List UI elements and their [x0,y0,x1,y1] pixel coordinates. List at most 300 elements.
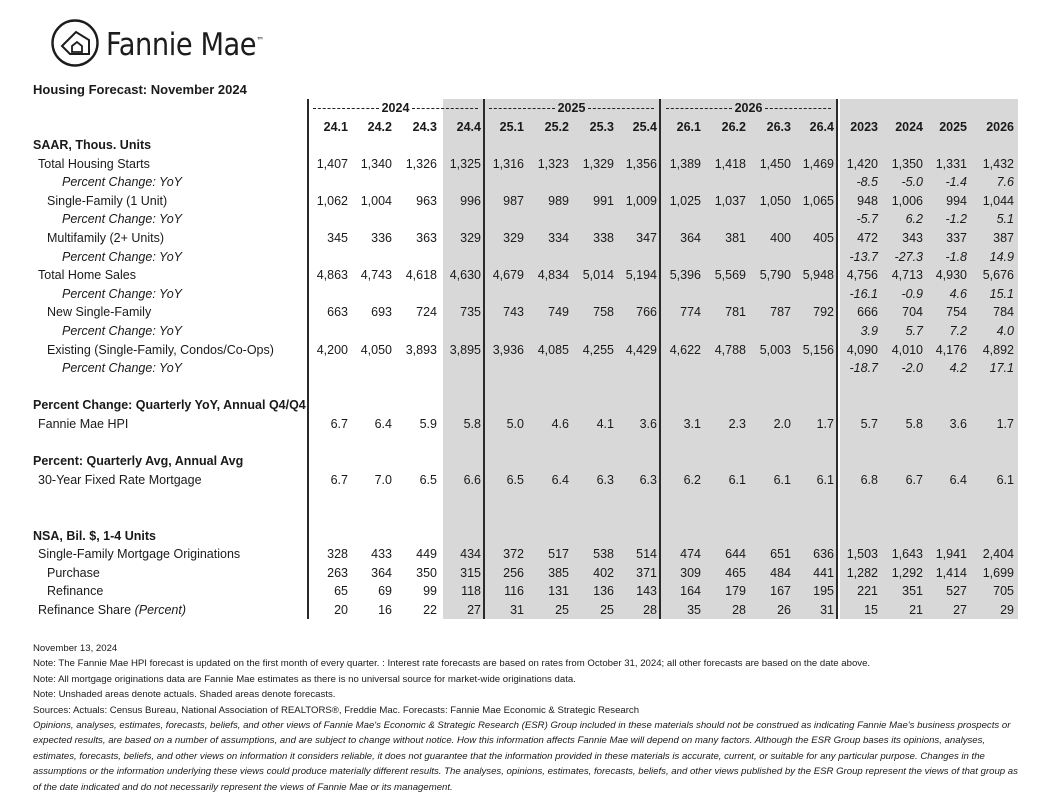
data-row [0,415,1057,434]
quarter-value: 69 [378,584,392,599]
annual-value: 17.1 [989,361,1014,376]
quarter-value: 433 [371,547,392,562]
annual-value: 29 [1000,603,1014,617]
quarter-value: 99 [423,584,437,599]
row-label [38,155,150,174]
annual-value: 994 [946,193,967,208]
quarter-value: 484 [770,565,791,580]
note-line: Note: Unshaded areas denote actuals. Shaded areas denote forecasts. [33,689,336,701]
quarter-value: 5,156 [802,342,834,357]
quarter-header: 25.1 [499,120,524,134]
annual-value: -18.7 [849,361,878,376]
data-row [0,471,1057,490]
quarter-value: 5.0 [506,417,524,431]
row-label [38,471,202,490]
quarter-value: 328 [327,547,348,562]
annual-value: 4,176 [935,342,967,357]
annual-value: 6.7 [905,472,923,487]
annual-value: 351 [902,584,923,599]
quarter-value: 1,450 [759,156,791,171]
data-row [0,582,1057,601]
quarter-value: 6.5 [419,472,437,487]
annual-value: 705 [993,584,1014,599]
annual-value: 4,713 [891,268,923,283]
quarter-value: 1,469 [802,156,834,171]
quarter-value: 4,788 [714,342,746,357]
annual-value: 6.1 [996,472,1014,487]
annual-value: 704 [902,305,923,320]
quarter-value: 1,323 [537,156,569,171]
annual-value: 784 [993,305,1014,320]
quarter-value: 1,009 [625,193,657,208]
quarter-value: 28 [643,603,657,617]
quarter-value: 4.6 [551,417,569,431]
percent-change-row [0,322,1057,341]
quarter-value: 1,050 [759,193,791,208]
quarter-value: 402 [593,565,614,580]
quarter-value: 6.1 [773,472,791,487]
annual-value: 6.2 [905,212,923,227]
year-group-header [486,100,657,116]
quarter-value: 5,194 [625,268,657,283]
annual-value: 1,420 [846,156,878,171]
quarter-value: 514 [636,547,657,562]
quarter-value: 1,340 [360,156,392,171]
quarter-value: 1,407 [316,156,348,171]
annual-value: -16.1 [849,286,878,301]
annual-value: 21 [909,603,923,617]
annual-header: 2026 [986,120,1014,134]
data-row [0,266,1057,285]
annual-value: 1,044 [982,193,1014,208]
notes-date: November 13, 2024 [33,643,118,654]
annual-value: 666 [857,305,878,320]
annual-value: 5.1 [996,212,1014,227]
quarter-value: 441 [813,565,834,580]
row-label-text: Total Home Sales [38,268,136,283]
row-label [62,210,182,229]
quarter-value: 3,893 [405,342,437,357]
quarter-value: 334 [548,231,569,245]
quarter-value: 338 [593,231,614,245]
quarter-value: 1.7 [816,417,834,431]
quarter-value: 4,679 [492,268,524,283]
quarter-value: 6.5 [506,472,524,487]
row-label-text: Multifamily (2+ Units) [47,231,165,245]
quarter-value: 538 [593,547,614,562]
quarter-value: 6.7 [330,472,348,487]
row-label [33,136,151,155]
trademark-symbol: ™ [256,36,264,47]
quarter-value: 1,356 [625,156,657,171]
annual-value: 1,331 [935,156,967,171]
annual-value: 7.6 [996,175,1014,190]
percent-change-row [0,210,1057,229]
annual-value: 4,930 [935,268,967,283]
quarter-value: 65 [334,584,348,599]
annual-header: 2023 [850,120,878,134]
annual-value: 5.8 [905,417,923,431]
quarter-value: 4,050 [360,342,392,357]
quarter-value: 6.1 [816,472,834,487]
row-label-text: New Single-Family [47,305,152,320]
quarter-value: 989 [548,193,569,208]
annual-value: 343 [902,231,923,245]
quarter-value: 5.8 [463,417,481,431]
annual-value: 1.7 [996,417,1014,431]
quarter-value: 4,863 [316,268,348,283]
quarter-header: 26.2 [721,120,746,134]
quarter-value: 25 [555,603,569,617]
house-emblem-icon [50,18,100,68]
row-label-text: Single-Family (1 Unit) [47,193,168,208]
annual-value: -1.8 [945,249,967,264]
quarter-value: 136 [593,584,614,599]
quarter-header: 25.4 [632,120,657,134]
quarter-value: 6.6 [463,472,481,487]
quarter-value: 20 [334,603,348,617]
annual-value: -1.4 [945,175,967,190]
annual-value: 221 [857,584,878,599]
quarter-value: 4,743 [360,268,392,283]
quarter-value: 434 [460,547,481,562]
quarter-value: 5,014 [582,268,614,283]
quarter-header: 24.1 [323,120,348,134]
row-label-text: Single-Family Mortgage Originations [38,547,241,562]
notes-section [33,641,1023,795]
quarter-value: 517 [548,547,569,562]
annual-value: 4.0 [996,324,1014,338]
quarter-value: 5,948 [802,268,834,283]
annual-value: 527 [946,584,967,599]
quarter-value: 4,255 [582,342,614,357]
quarter-value: 35 [687,603,701,617]
annual-value: 4,756 [846,268,878,283]
row-label-text: Percent Change: YoY [62,249,182,264]
quarter-value: 749 [548,305,569,320]
annual-value: 948 [857,193,878,208]
row-label [47,229,164,248]
quarter-value: 5.9 [419,417,437,431]
row-label-text: Total Housing Starts [38,156,150,171]
quarter-value: 256 [503,565,524,580]
annual-value: -5.0 [901,175,923,190]
quarter-value: 116 [504,584,524,599]
annual-value: 14.9 [989,249,1014,264]
quarter-value: 1,326 [405,156,437,171]
quarter-value: 309 [680,565,701,580]
quarter-value: 381 [725,231,746,245]
year-group-header [310,100,481,116]
annual-value: -8.5 [856,175,878,190]
quarter-value: 4,200 [316,342,348,357]
annual-value: 4,090 [846,342,878,357]
quarter-value: 787 [770,305,791,320]
quarter-value: 3,895 [449,342,481,357]
quarter-value: 5,396 [669,268,701,283]
quarter-value: 636 [813,547,834,562]
data-row [0,229,1057,248]
row-label-text: Refinance Share [38,603,132,617]
annual-value: -13.7 [849,249,878,264]
quarter-value: 743 [503,305,524,320]
quarter-value: 363 [416,231,437,245]
quarter-value: 347 [636,231,657,245]
row-label [62,248,182,267]
row-label-text: Percent Change: YoY [62,212,182,227]
annual-value: 3.6 [949,417,967,431]
quarter-value: 449 [416,547,437,562]
annual-value: 387 [993,231,1014,245]
data-row [0,545,1057,564]
percent-change-row [0,285,1057,304]
quarter-value: 1,325 [449,156,481,171]
quarter-value: 179 [725,584,746,599]
year-group-label: 2024 [381,101,410,115]
quarter-value: 25 [600,603,614,617]
annual-value: 1,941 [935,547,967,562]
quarter-header: 24.4 [456,120,481,134]
year-group-label: 2026 [734,101,763,115]
quarter-value: 963 [416,193,437,208]
row-label [47,582,103,601]
year-group-header [663,100,834,116]
row-label [47,341,274,360]
quarter-value: 167 [770,584,791,599]
annual-value: 5.7 [905,324,923,338]
annual-value: 2,404 [982,547,1014,562]
quarter-header: 25.2 [544,120,569,134]
data-row [0,341,1057,360]
row-label-text: Existing (Single-Family, Condos/Co-Ops) [47,342,274,357]
quarter-value: 131 [548,584,569,599]
quarter-value: 315 [460,565,481,580]
annual-value: 5,676 [982,268,1014,283]
quarter-value: 3,936 [492,342,524,357]
quarter-value: 28 [732,603,746,617]
row-label-text: Purchase [47,565,100,580]
annual-value: 1,432 [982,156,1014,171]
data-row [0,564,1057,583]
quarter-value: 7.0 [374,472,392,487]
quarter-value: 781 [725,305,746,320]
quarter-value: 4,085 [537,342,569,357]
annual-value: 3.9 [860,324,878,338]
data-row [0,303,1057,322]
quarter-value: 4,429 [625,342,657,357]
quarter-header: 24.3 [412,120,437,134]
quarter-value: 31 [820,603,834,617]
row-label [62,322,182,341]
quarter-value: 1,065 [802,193,834,208]
row-label-text: Percent Change: YoY [62,361,182,376]
row-label [62,359,182,378]
annual-value: 337 [946,231,967,245]
row-label-text: Percent Change: Quarterly YoY, Annual Q4/Q4 [33,398,306,413]
year-group-label: 2025 [557,101,586,115]
row-label [38,601,186,620]
quarter-value: 4,622 [669,342,701,357]
disclaimer: Opinions, analyses, estimates, forecasts, beliefs, and other views of Fannie Mae's Economic & Strategic Research (ESR) Group included in these materials should not be construed as indicating Fannie Mae's business prospects or expected results, are based on a number of assumptions, and are subject to change without notice. How this information affects Fannie Mae will depend on many factors. Although the ESR Group bases its opinions, analyses, estimates, forecasts, beliefs, and other views on information it considers reliable, it does not guarantee that the information provided in these materials is accurate, current, or suitable for any particular purpose. Changes in the assumptions or the information underlying these views could produce materially different results. The analyses, opinions, estimates, forecasts, beliefs, and other views published by the ESR Group represent the views of that group as of the date indicated and do not necessarily represent the views of Fannie Mae or its management. [33,720,1018,793]
quarter-value: 3.6 [639,417,657,431]
quarter-value: 385 [548,565,569,580]
row-label [33,527,156,546]
section-header-row [0,396,1057,415]
quarter-value: 4,630 [449,268,481,283]
quarter-value: 2.3 [728,417,746,431]
quarter-value: 1,316 [492,156,524,171]
quarter-value: 1,389 [669,156,701,171]
annual-value: -2.0 [901,361,923,376]
annual-value: 1,292 [891,565,923,580]
quarter-value: 1,004 [360,193,392,208]
row-label-suffix: (Percent) [134,603,187,617]
quarter-value: 27 [467,603,481,617]
page-title: Housing Forecast: November 2024 [33,82,247,97]
quarter-value: 164 [680,584,701,599]
quarter-value: 3.1 [683,417,701,431]
data-row [0,155,1057,174]
quarter-value: 6.7 [330,417,348,431]
quarter-value: 4.1 [596,417,614,431]
quarter-value: 991 [593,193,614,208]
quarter-value: 735 [460,305,481,320]
row-label [38,266,136,285]
quarter-value: 6.1 [728,472,746,487]
quarter-value: 1,037 [714,193,746,208]
quarter-value: 644 [725,547,746,562]
quarter-value: 465 [725,565,746,580]
annual-value: 15 [864,603,878,617]
quarter-value: 693 [371,305,392,320]
percent-change-row [0,173,1057,192]
quarter-header: 26.1 [676,120,701,134]
quarter-value: 371 [636,565,657,580]
quarter-header: 25.3 [589,120,614,134]
annual-value: 15.1 [989,286,1014,301]
section-header-row [0,527,1057,546]
quarter-value: 345 [327,231,348,245]
quarter-value: 758 [593,305,614,320]
quarter-value: 5,003 [759,342,791,357]
quarter-header: 24.2 [367,120,392,134]
annual-value: 7.2 [949,324,967,338]
brand-name: Fannie Mae [106,27,257,63]
quarter-value: 6.4 [374,417,392,431]
row-label-text: NSA, Bil. $, 1-4 Units [33,528,156,543]
annual-value: 4,892 [982,342,1014,357]
row-label-text: Percent: Quarterly Avg, Annual Avg [33,454,244,469]
note-line: Note: All mortgage originations data are Fannie Mae estimates as there is no universal source for market-wide originations data. [33,673,576,685]
row-label-text: Percent Change: YoY [62,175,182,190]
quarter-value: 22 [423,603,437,617]
annual-value: 6.4 [949,472,967,487]
note-line: Sources: Actuals: Census Bureau, National Association of REALTORS®, Freddie Mac. Forecasts: Fannie Mae Economic & Strategic Research [33,704,640,716]
quarter-value: 372 [503,547,524,562]
annual-value: 1,350 [891,156,923,171]
percent-change-row [0,359,1057,378]
quarter-value: 1,062 [316,193,348,208]
quarter-value: 474 [680,547,701,562]
percent-change-row [0,248,1057,267]
annual-value: 1,414 [935,565,967,580]
row-label [47,564,100,583]
annual-value: 27 [953,603,967,617]
quarter-header: 26.4 [809,120,834,134]
annual-value: -1.2 [945,212,967,227]
row-label [33,396,306,415]
quarter-value: 16 [378,603,392,617]
quarter-value: 1,329 [582,156,614,171]
note-line: Note: The Fannie Mae HPI forecast is updated on the first month of every quarter. : Interest rate forecasts are based on rates from October 31, 2024; all other forecasts are based on the date above. [33,658,871,670]
quarter-value: 364 [371,565,392,580]
annual-header: 2025 [939,120,967,134]
quarter-value: 26 [777,603,791,617]
quarter-value: 774 [680,305,701,320]
annual-value: 6.8 [860,472,878,487]
quarter-value: 143 [636,584,657,599]
quarter-value: 5,790 [759,268,791,283]
annual-value: -27.3 [894,249,923,264]
quarter-value: 6.2 [683,472,701,487]
quarter-value: 6.3 [639,472,657,487]
quarter-value: 2.0 [773,417,791,431]
quarter-value: 329 [460,231,481,245]
quarter-value: 4,618 [405,268,437,283]
quarter-value: 405 [813,231,834,245]
row-label-text: Percent Change: YoY [62,286,182,301]
annual-value: 5.7 [860,417,878,431]
annual-value: 4,010 [891,342,923,357]
quarter-value: 996 [460,193,481,208]
row-label-text: 30-Year Fixed Rate Mortgage [38,472,202,487]
annual-value: 1,643 [891,547,923,562]
quarter-value: 792 [813,305,834,320]
quarter-value: 329 [503,231,524,245]
quarter-header: 26.3 [766,120,791,134]
quarter-value: 766 [636,305,657,320]
quarter-value: 336 [371,231,392,245]
row-label [62,173,182,192]
section-header-row [0,452,1057,471]
row-label-text: SAAR, Thous. Units [33,138,152,152]
annual-value: 754 [946,305,967,320]
quarter-value: 118 [461,584,481,599]
annual-value: 4.6 [949,286,967,301]
quarter-value: 6.3 [596,472,614,487]
quarter-value: 724 [416,305,437,320]
section-header-row [0,136,1057,155]
quarter-value: 31 [510,603,524,617]
quarter-value: 350 [416,565,437,580]
row-label-text: Refinance [47,584,104,599]
annual-value: -5.7 [856,212,878,227]
quarter-value: 4,834 [537,268,569,283]
annual-value: 4.2 [949,361,967,376]
row-label [33,452,243,471]
quarter-value: 651 [770,547,791,562]
row-label [38,545,240,564]
annual-value: 1,282 [846,565,878,580]
data-row [0,192,1057,211]
row-label [47,192,167,211]
quarter-value: 364 [680,231,701,245]
row-label [62,285,182,304]
quarter-value: 1,025 [669,193,701,208]
quarter-value: 263 [327,565,348,580]
row-label [47,303,151,322]
quarter-value: 400 [770,231,791,245]
